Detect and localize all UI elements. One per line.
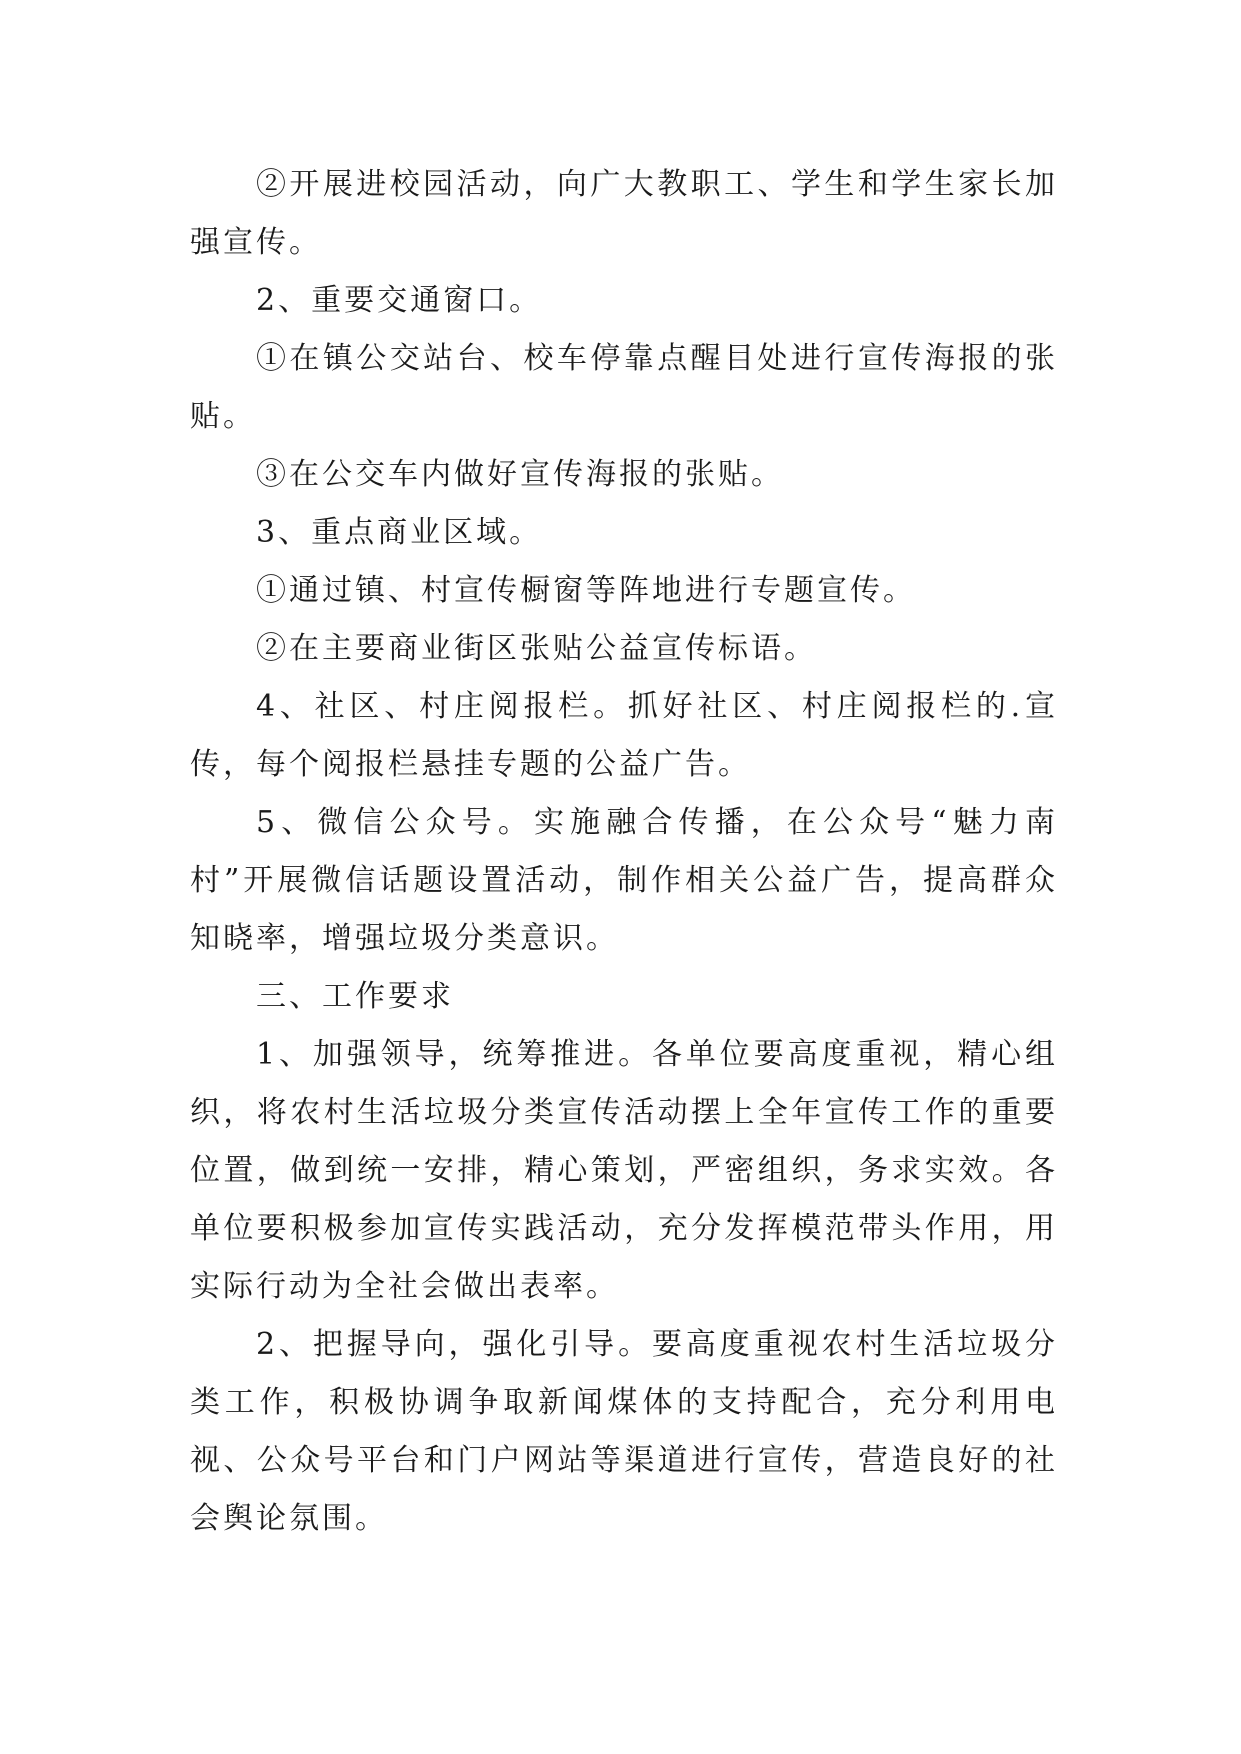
paragraph-bus-stop-posters: ①在镇公交站台、校车停靠点醒目处进行宣传海报的张贴。 <box>190 341 1058 434</box>
section-heading-requirements: 三、工作要求 <box>256 979 454 1014</box>
paragraph-wechat-account: 5、微信公众号。实施融合传播，在公众号“魅力南村”开展微信话题设置活动，制作相关公益广告，提高群众知晓率，增强垃圾分类意识。 <box>190 805 1058 956</box>
paragraph-guidance: 2、把握导向，强化引导。要高度重视农村生活垃圾分类工作，积极协调争取新闻煤体的支持配合，充分利用电视、公众号平台和门户网站等渠道进行宣传，营造良好的社会舆论氛围。 <box>190 1327 1058 1536</box>
document-body <box>190 156 1058 1548</box>
paragraph-street-slogans: ②在主要商业街区张贴公益宣传标语。 <box>256 631 817 666</box>
paragraph-reading-boards: 4、社区、村庄阅报栏。抓好社区、村庄阅报栏的.宣传，每个阅报栏悬挂专题的公益广告。 <box>190 689 1058 782</box>
paragraph-school-campaign: ②开展进校园活动，向广大教职工、学生和学生家长加强宣传。 <box>190 167 1058 260</box>
paragraph-transport-heading: 2、重要交通窗口。 <box>256 283 543 318</box>
paragraph-showcase-publicity: ①通过镇、村宣传橱窗等阵地进行专题宣传。 <box>256 573 916 608</box>
paragraph-leadership: 1、加强领导，统筹推进。各单位要高度重视，精心组织，将农村生活垃圾分类宣传活动摆上全年宣传工作的重要位置，做到统一安排，精心策划，严密组织，务求实效。各单位要积极参加宣传实践活动，充分发挥模范带头作用，用实际行动为全社会做出表率。 <box>190 1037 1058 1304</box>
paragraph-commercial-heading: 3、重点商业区域。 <box>256 515 543 550</box>
paragraph-bus-interior-posters: ③在公交车内做好宣传海报的张贴。 <box>256 457 784 492</box>
